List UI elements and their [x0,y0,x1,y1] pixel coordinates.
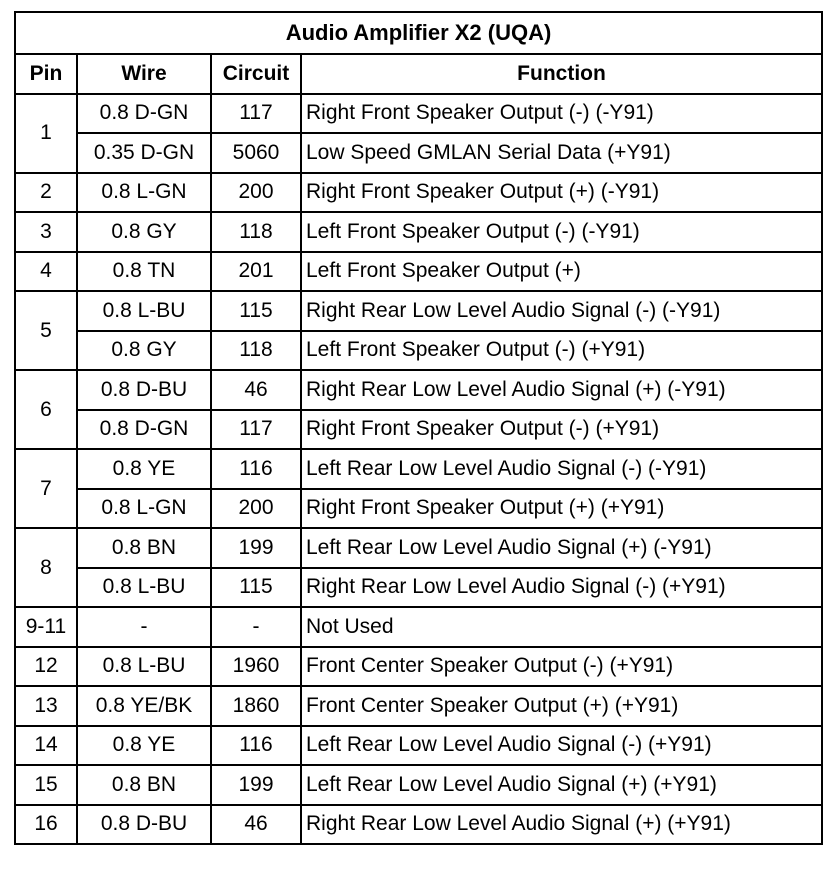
wire-cell: 0.8 L-GN [77,173,211,213]
header-circuit: Circuit [211,54,301,94]
table-row [15,726,822,766]
title-row [15,12,822,54]
function-cell: Right Rear Low Level Audio Signal (-) (+Y91) [301,568,822,608]
function-cell: Left Front Speaker Output (+) [301,252,822,292]
circuit-cell: 201 [211,252,301,292]
wire-cell: 0.8 D-BU [77,370,211,410]
function-cell: Left Front Speaker Output (-) (+Y91) [301,331,822,371]
wire-cell: 0.8 GY [77,331,211,371]
table-row [15,528,822,568]
table-body [15,94,822,845]
wire-cell: - [77,607,211,647]
wire-cell: 0.8 TN [77,252,211,292]
circuit-cell: 200 [211,489,301,529]
circuit-cell: 199 [211,528,301,568]
wire-cell: 0.35 D-GN [77,133,211,173]
pin-cell: 4 [15,252,77,292]
circuit-cell: 117 [211,410,301,450]
table-row [15,173,822,213]
function-cell: Right Front Speaker Output (-) (+Y91) [301,410,822,450]
circuit-cell: 200 [211,173,301,213]
table-row [15,94,822,134]
function-cell: Right Rear Low Level Audio Signal (-) (-Y91) [301,291,822,331]
wire-cell: 0.8 L-GN [77,489,211,529]
table-row [15,568,822,608]
circuit-cell: 118 [211,331,301,371]
wire-cell: 0.8 D-GN [77,410,211,450]
wire-cell: 0.8 D-GN [77,94,211,134]
function-cell: Front Center Speaker Output (+) (+Y91) [301,686,822,726]
pin-cell: 16 [15,805,77,845]
circuit-cell: 117 [211,94,301,134]
connector-pinout-sheet [14,11,821,845]
function-cell: Right Front Speaker Output (-) (-Y91) [301,94,822,134]
circuit-cell: 115 [211,291,301,331]
table-row [15,291,822,331]
circuit-cell: 46 [211,805,301,845]
wire-cell: 0.8 L-BU [77,647,211,687]
pin-cell: 5 [15,291,77,370]
pin-cell: 2 [15,173,77,213]
header-pin: Pin [15,54,77,94]
circuit-cell: 116 [211,449,301,489]
circuit-cell: 1960 [211,647,301,687]
function-cell: Left Rear Low Level Audio Signal (+) (+Y91) [301,765,822,805]
table-row [15,805,822,845]
pinout-table [14,11,823,845]
table-row [15,410,822,450]
wire-cell: 0.8 BN [77,765,211,805]
table-row [15,252,822,292]
table-row [15,686,822,726]
function-cell: Left Rear Low Level Audio Signal (+) (-Y91) [301,528,822,568]
table-row [15,765,822,805]
table-row [15,331,822,371]
table-title: Audio Amplifier X2 (UQA) [15,12,822,54]
circuit-cell: 116 [211,726,301,766]
wire-cell: 0.8 D-BU [77,805,211,845]
circuit-cell: 118 [211,212,301,252]
pin-cell: 15 [15,765,77,805]
header-function: Function [301,54,822,94]
function-cell: Left Rear Low Level Audio Signal (-) (+Y91) [301,726,822,766]
table-row [15,607,822,647]
pin-cell: 7 [15,449,77,528]
header-wire: Wire [77,54,211,94]
table-row [15,489,822,529]
wire-cell: 0.8 L-BU [77,291,211,331]
wire-cell: 0.8 BN [77,528,211,568]
header-row [15,54,822,94]
pin-cell: 9-11 [15,607,77,647]
wire-cell: 0.8 GY [77,212,211,252]
pin-cell: 8 [15,528,77,607]
circuit-cell: 199 [211,765,301,805]
function-cell: Front Center Speaker Output (-) (+Y91) [301,647,822,687]
pin-cell: 3 [15,212,77,252]
pin-cell: 1 [15,94,77,173]
wire-cell: 0.8 YE [77,726,211,766]
circuit-cell: 1860 [211,686,301,726]
wire-cell: 0.8 YE/BK [77,686,211,726]
function-cell: Left Rear Low Level Audio Signal (-) (-Y91) [301,449,822,489]
table-row [15,212,822,252]
circuit-cell: - [211,607,301,647]
function-cell: Right Rear Low Level Audio Signal (+) (-Y91) [301,370,822,410]
function-cell: Left Front Speaker Output (-) (-Y91) [301,212,822,252]
pin-cell: 13 [15,686,77,726]
table-row [15,449,822,489]
pin-cell: 12 [15,647,77,687]
table-row [15,133,822,173]
function-cell: Low Speed GMLAN Serial Data (+Y91) [301,133,822,173]
function-cell: Not Used [301,607,822,647]
circuit-cell: 115 [211,568,301,608]
circuit-cell: 5060 [211,133,301,173]
circuit-cell: 46 [211,370,301,410]
wire-cell: 0.8 YE [77,449,211,489]
wire-cell: 0.8 L-BU [77,568,211,608]
function-cell: Right Rear Low Level Audio Signal (+) (+Y91) [301,805,822,845]
pin-cell: 14 [15,726,77,766]
table-row [15,647,822,687]
table-row [15,370,822,410]
function-cell: Right Front Speaker Output (+) (+Y91) [301,489,822,529]
function-cell: Right Front Speaker Output (+) (-Y91) [301,173,822,213]
pin-cell: 6 [15,370,77,449]
